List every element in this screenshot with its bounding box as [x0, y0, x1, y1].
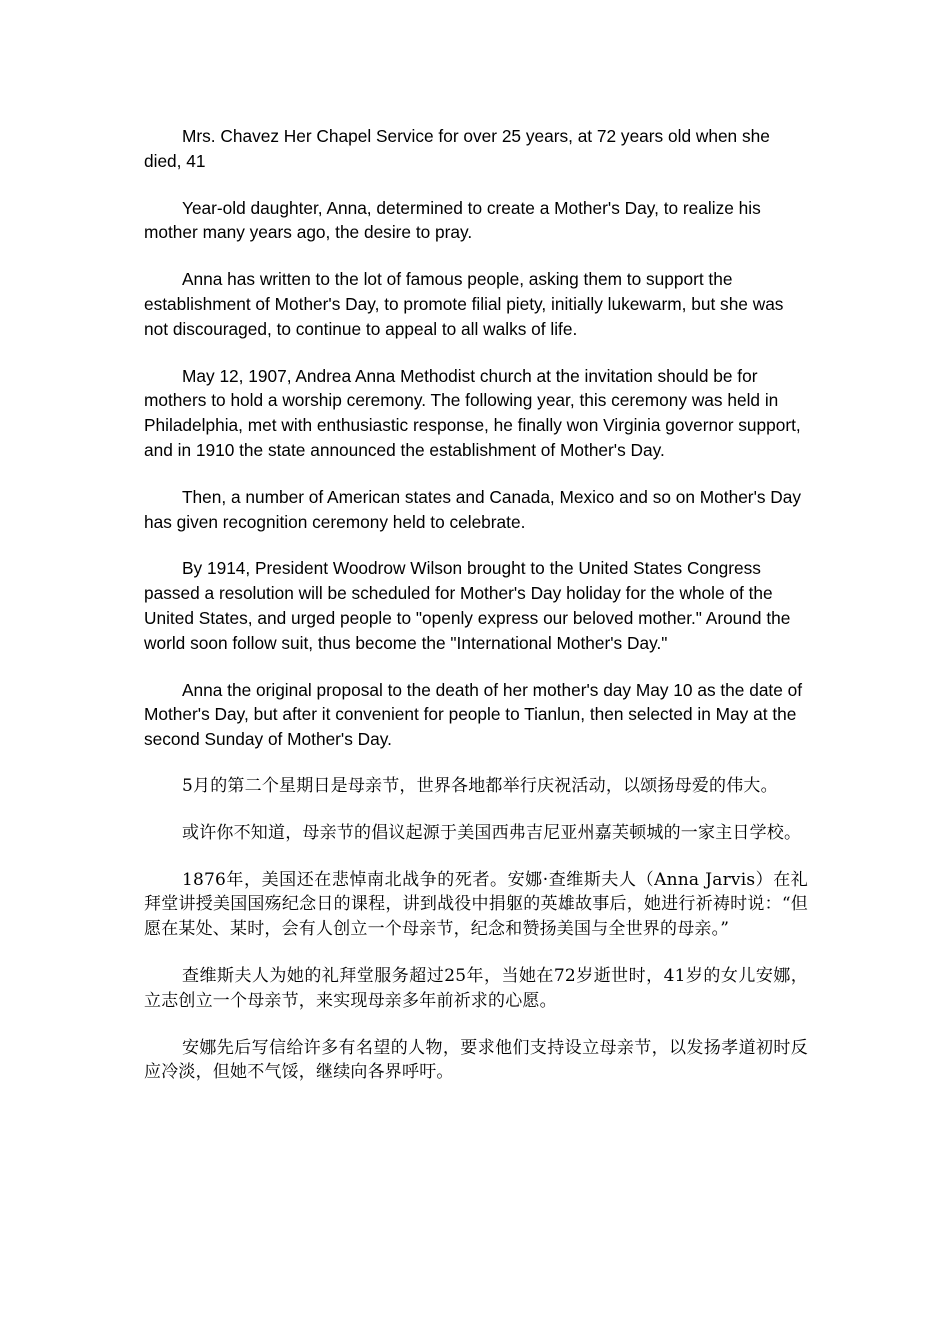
- paragraph: Year-old daughter, Anna, determined to create a Mother's Day, to realize his mother many years ago, the desire to pray.: [144, 197, 761, 243]
- paragraph: May 12, 1907, Andrea Anna Methodist church at the invitation should be for mothers to hold a worship ceremony. The following year, this ceremony was held in Philadelphia, met with enthusiastic response, he finally won Virginia governor support, and in 1910 the state announced the establishment of Mother's Day.: [144, 365, 801, 460]
- paragraph: 或许你不知道，母亲节的倡议起源于美国西弗吉尼亚州嘉芙顿城的一家主日学校。: [182, 822, 802, 843]
- document-page: [144, 124, 808, 1107]
- paragraph: By 1914, President Woodrow Wilson brought to the United States Congress passed a resolution will be scheduled for Mother's Day holiday for the whole of the United States, and urged people to "openly express our beloved mother." Around the world soon follow suit, thus become the "International Mother's Day.": [144, 558, 791, 653]
- paragraph: 1876年，美国还在悲悼南北战争的死者。安娜·查维斯夫人（Anna Jarvis）在礼拜堂讲授美国国殇纪念日的课程，讲到战役中捐躯的英雄故事后，她进行祈祷时说：“但愿在某处、某时，会有人创立一个母亲节，纪念和赞扬美国与全世界的母亲。”: [144, 869, 808, 940]
- paragraph: Anna the original proposal to the death of her mother's day May 10 as the date of Mother's Day, but after it convenient for people to Tianlun, then selected in May at the second Sunday of Mother's Day.: [144, 679, 803, 750]
- paragraph: 安娜先后写信给许多有名望的人物，要求他们支持设立母亲节，以发扬孝道初时反应冷淡，但她不气馁，继续向各界呼吁。: [144, 1037, 808, 1083]
- paragraph: Then, a number of American states and Canada, Mexico and so on Mother's Day has given recognition ceremony held to celebrate.: [144, 486, 802, 532]
- paragraph: Mrs. Chavez Her Chapel Service for over 25 years, at 72 years old when she died, 41: [144, 126, 770, 171]
- paragraph: Anna has written to the lot of famous people, asking them to support the establishment of Mother's Day, to promote filial piety, initially lukewarm, but she was not discouraged, to continue to appeal to all walks of life.: [144, 269, 784, 339]
- paragraph: 查维斯夫人为她的礼拜堂服务超过25年，当她在72岁逝世时，41岁的女儿安娜，立志创立一个母亲节，来实现母亲多年前祈求的心愿。: [144, 965, 808, 1011]
- paragraph: 5月的第二个星期日是母亲节，世界各地都举行庆祝活动，以颂扬母爱的伟大。: [182, 775, 778, 796]
